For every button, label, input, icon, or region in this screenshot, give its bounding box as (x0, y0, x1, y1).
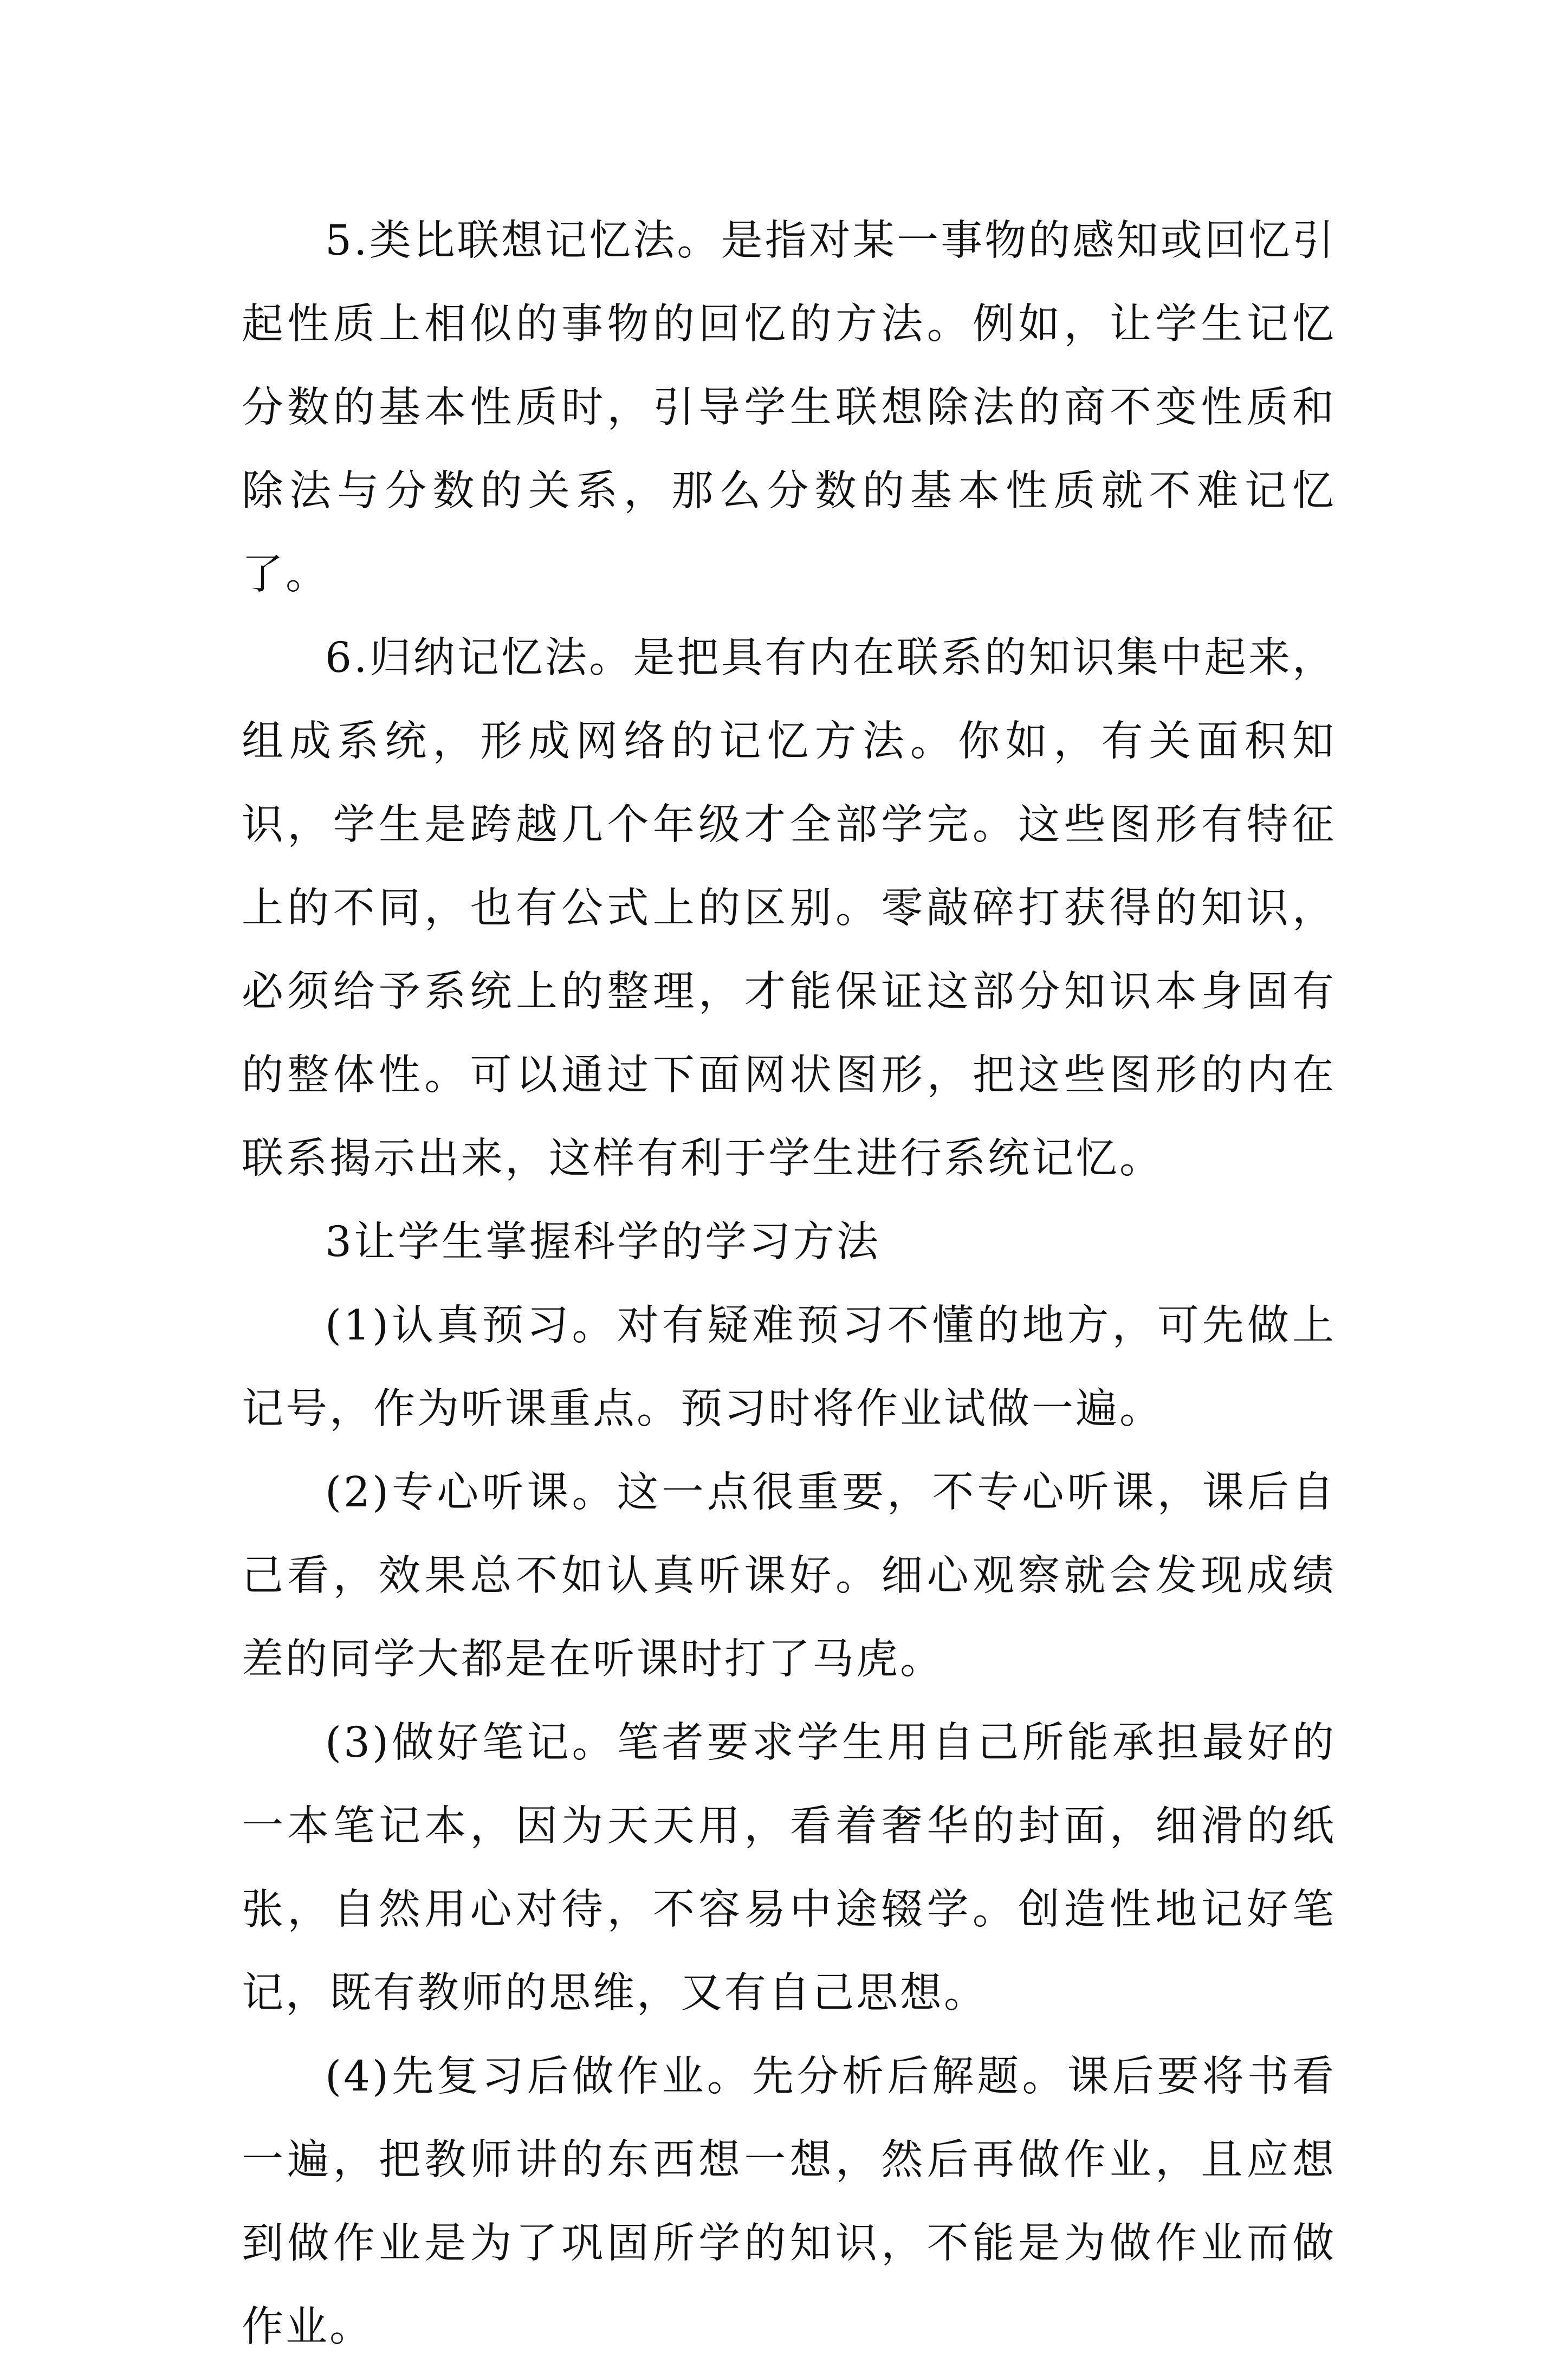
section-heading-learning-methods: 3让学生掌握科学的学习方法 (325, 1218, 880, 1266)
paragraph-review-homework: (4)先复习后做作业。先分析后解题。课后要将书看一遍，把教师讲的东西想一想，然后再做作业，且应想到做作业是为了巩固所学的知识，不能是为做作业而做作业。 (242, 2053, 1336, 2351)
body-text (242, 199, 1336, 2369)
paragraph-notes: (3)做好笔记。笔者要求学生用自己所能承担最好的一本笔记本，因为天天用，看着奢华的封面，细滑的纸张，自然用心对待，不容易中途辍学。创造性地记好笔记，既有教师的思维，又有自己思想。 (242, 1719, 1336, 2017)
paragraph-analogy-memory: 5.类比联想记忆法。是指对某一事物的感知或回忆引起性质上相似的事物的回忆的方法。例如，让学生记忆分数的基本性质时，引导学生联想除法的商不变性质和除法与分数的关系，那么分数的基本性质就不难记忆了。 (242, 217, 1336, 599)
paragraph-induction-memory: 6.归纳记忆法。是把具有内在联系的知识集中起来，组成系统，形成网络的记忆方法。你如，有关面积知识，学生是跨越几个年级才全部学完。这些图形有特征上的不同，也有公式上的区别。零敲碎打获得的知识，必须给予系统上的整理，才能保证这部分知识本身固有的整体性。可以通过下面网状图形，把这些图形的内在联系揭示出来，这样有利于学生进行系统记忆。 (242, 634, 1336, 1183)
paragraph-listen: (2)专心听课。这一点很重要，不专心听课，课后自己看，效果总不如认真听课好。细心观察就会发现成绩差的同学大都是在听课时打了马虎。 (242, 1468, 1336, 1684)
paragraph-preview: (1)认真预习。对有疑难预习不懂的地方，可先做上记号，作为听课重点。预习时将作业试做一遍。 (242, 1302, 1336, 1433)
